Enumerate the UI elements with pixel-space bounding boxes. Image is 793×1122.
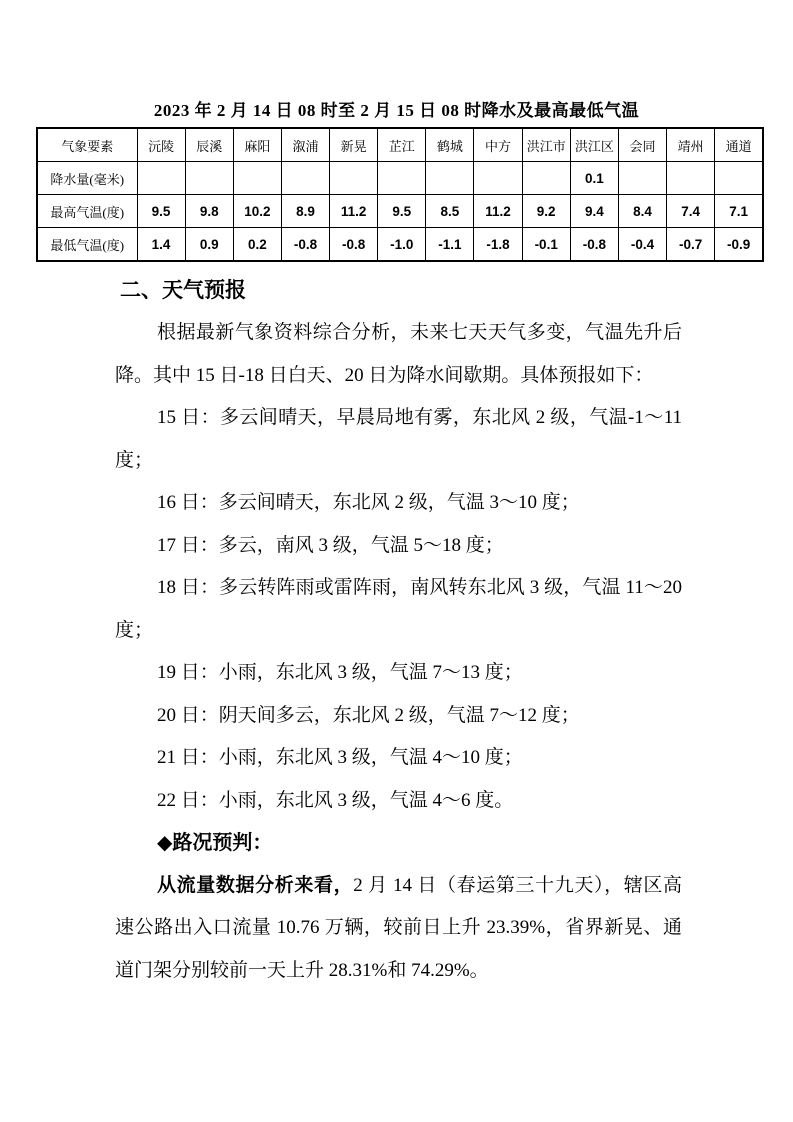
weather-table [36,127,764,262]
column-header: 新晃 [330,128,378,162]
column-header: 靖州 [667,128,715,162]
table-cell [426,162,474,195]
table-cell: 11.2 [330,195,378,228]
table-cell: 7.1 [715,195,763,228]
table-cell: 10.2 [233,195,281,228]
table-cell [233,162,281,195]
road-condition-paragraph [115,865,682,993]
table-cell: 0.9 [185,228,233,262]
forecast-day-22: 22 日：小雨，东北风 3 级，气温 4～6 度。 [157,789,514,811]
table-cell [522,162,570,195]
table-cell: 9.2 [522,195,570,228]
table-header-row [37,128,763,162]
table-row [37,228,763,262]
table-cell [474,162,522,195]
road-condition-heading [115,822,682,865]
row-label: 降水量(毫米) [37,162,137,195]
column-header: 辰溪 [185,128,233,162]
forecast-day-20: 20 日：阴天间多云，东北风 2 级，气温 7～12 度； [157,704,580,726]
column-header: 鹤城 [426,128,474,162]
table-row [37,162,763,195]
road-paragraph-body: 2 月 14 日（春运第三十九天），辖区高速公路出入口流量 10.76 万辆，较前日上升 23.39%，省界新晃、通道门架分别较前一天上升 28.31%和 74.29%。 [115,874,682,981]
table-cell: 8.5 [426,195,474,228]
table-cell: -0.8 [570,228,618,262]
table-cell [137,162,185,195]
table-cell: -1.1 [426,228,474,262]
table-cell: 0.1 [570,162,618,195]
column-header: 洪江区 [570,128,618,162]
document-title: 2023 年 2 月 14 日 08 时至 2 月 15 日 08 时降水及最高最低气温 [153,101,640,120]
table-cell: 8.4 [618,195,666,228]
table-cell: 9.5 [137,195,185,228]
forecast-day-19: 19 日：小雨，东北风 3 级，气温 7～13 度； [157,662,523,683]
forecast-day-15: 15 日：多云间晴天，早晨局地有雾，东北风 2 级，气温-1～11 度； [115,407,682,471]
column-header: 麻阳 [233,128,281,162]
table-cell: -0.1 [522,228,570,262]
forecast-day-18: 18 日：多云转阵雨或雷阵雨，南风转东北风 3 级，气温 11～20 度； [115,577,682,641]
table-cell: 7.4 [667,195,715,228]
table-cell: 9.5 [378,195,426,228]
table-cell: -0.4 [618,228,666,262]
column-header: 洪江市 [522,128,570,162]
road-paragraph-lead: 从流量数据分析来看， [157,874,354,896]
table-cell [667,162,715,195]
table-cell: -0.7 [667,228,715,262]
table-cell [715,162,763,195]
table-cell: 11.2 [474,195,522,228]
column-header: 溆浦 [281,128,329,162]
table-cell [281,162,329,195]
column-header: 气象要素 [37,128,137,162]
forecast-section-heading: 二、天气预报 [120,278,246,302]
table-cell: -0.9 [715,228,763,262]
table-cell: 1.4 [137,228,185,262]
table-cell [185,162,233,195]
forecast-day-17: 17 日：多云，南风 3 级，气温 5～18 度； [157,534,504,556]
table-cell: -1.8 [474,228,522,262]
table-cell: 9.8 [185,195,233,228]
column-header: 芷江 [378,128,426,162]
table-cell: 0.2 [233,228,281,262]
document-body [115,268,682,992]
table-cell: 9.4 [570,195,618,228]
column-header: 通道 [715,128,763,162]
column-header: 沅陵 [137,128,185,162]
forecast-day-21: 21 日：小雨，东北风 3 级，气温 4～10 度； [157,747,523,768]
table-cell [330,162,378,195]
table-cell: -1.0 [378,228,426,262]
table-cell: 8.9 [281,195,329,228]
table-cell [618,162,666,195]
forecast-intro-paragraph: 根据最新气象资料综合分析，未来七天天气多变，气温先升后降。其中 15 日-18 日白天、20 日为降水间歇期。具体预报如下： [115,322,682,386]
table-cell: -0.8 [330,228,378,262]
row-label: 最高气温(度) [37,195,137,228]
table-cell [378,162,426,195]
table-row [37,195,763,228]
diamond-bullet-heading-text: ◆路况预判： [157,832,273,854]
row-label: 最低气温(度) [37,228,137,262]
forecast-day-16: 16 日：多云间晴天，东北风 2 级，气温 3～10 度； [157,492,580,513]
column-header: 会同 [618,128,666,162]
column-header: 中方 [474,128,522,162]
table-cell: -0.8 [281,228,329,262]
